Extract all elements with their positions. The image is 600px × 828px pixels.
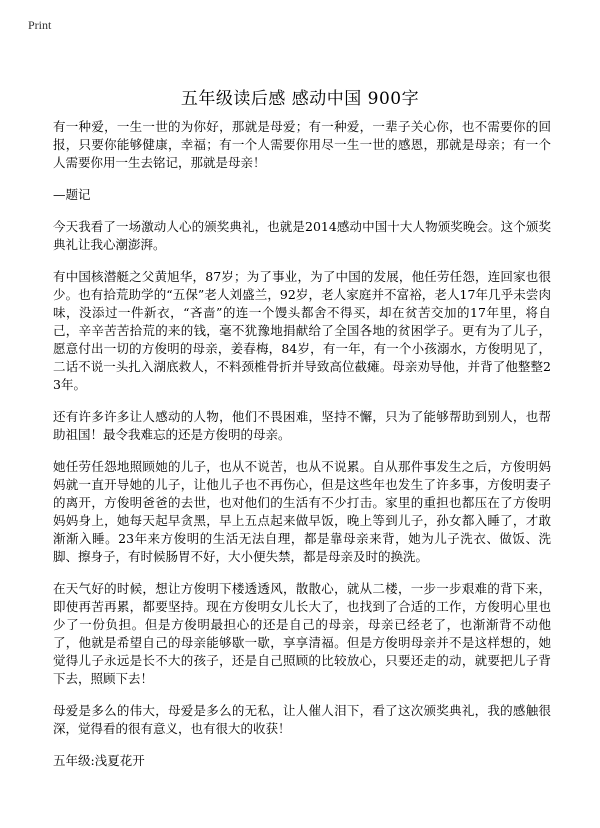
body-paragraph: 有中国核潜艇之父黄旭华，87岁；为了事业，为了中国的发展，他任劳任怨，连回家也很少。也有拾荒助学的“五保”老人刘盛兰，92岁，老人家庭并不富裕，老人17年几乎未尝肉味，没添过一件新衣，“吝啬”的连一个馒头都舍不得买，却在贫苦交加的17年里，将自己，辛辛苦苦拾荒的来的钱，毫不犹豫地捐献给了全国各地的贫困学子。更有为了儿子，愿意付出一切的方俊明的母亲，姜春梅，84岁，有一年，有一个小孩溺水，方俊明见了，二话不说一头扎入湖底救人，不料颈椎骨折并导致高位截瘫。母亲劝导他，并背了他整整23年。 xyxy=(53,269,551,392)
body-paragraph: 母爱是多么的伟大，母爱是多么的无私，让人催人泪下，看了这次颁奖典礼，我的感触很深，觉得看的很有意义，也有很大的收获！ xyxy=(53,703,551,736)
epigraph-label: —题记 xyxy=(53,187,91,202)
author-signature: 五年级:浅夏花开 xyxy=(53,753,145,768)
body-paragraph: 今天我看了一场激动人心的颁奖典礼，也就是2014感动中国十大人物颁奖晚会。这个颁奖典礼让我心潮澎湃。 xyxy=(53,219,551,252)
print-link[interactable]: Print xyxy=(28,18,52,32)
page-title: 五年级读后感 感动中国 900字 xyxy=(180,89,420,109)
body-paragraph: 在天气好的时候，想让方俊明下楼透透风，散散心，就从二楼，一步一步艰难的背下来，即使再苦再累，都要坚持。现在方俊明女儿长大了，也找到了合适的工作，方俊明心里也少了一份负担。但是方俊明最担心的还是自己的母亲，母亲已经老了，也渐渐背不动他了，他就是希望自己的母亲能够歇一歇，享享清福。但是方俊明母亲并不是这样想的，她觉得儿子永远是长不大的孩子，还是自己照顾的比较放心，只要还走的动，就要把儿子背下去，照顾下去！ xyxy=(53,581,551,686)
article-body xyxy=(53,118,551,784)
body-paragraph: 她任劳任怨地照顾她的儿子，也从不说苦，也从不说累。自从那件事发生之后，方俊明妈妈就一直开导她的儿子，让他儿子也不再伤心，但是这些年也发生了许多事，方俊明妻子的离开，方俊明爸爸的去世，也对他们的生活有不少打击。家里的重担也都压在了方俊明妈妈身上，她每天起早贪黑，早上五点起来做早饭，晚上等到儿子，孙女都入睡了，才敢渐渐入睡。23年来方俊明的生活无法自理，都是靠母亲来背，她为儿子洗衣、做饭、洗脚、擦身子，有时候肠胃不好，大小便失禁，都是母亲及时的换洗。 xyxy=(53,459,551,564)
body-paragraph: 还有许多许多让人感动的人物，他们不畏困难，坚持不懈，只为了能够帮助到别人，也帮助祖国！最令我难忘的还是方俊明的母亲。 xyxy=(53,409,551,442)
intro-paragraph: 有一种爱，一生一世的为你好，那就是母爱；有一种爱，一辈子关心你，也不需要你的回报，只要你能够健康，幸福；有一个人需要你用尽一生一世的感恩，那就是母亲；有一个人需要你用一生去铭记，那就是母亲！ xyxy=(53,119,551,170)
